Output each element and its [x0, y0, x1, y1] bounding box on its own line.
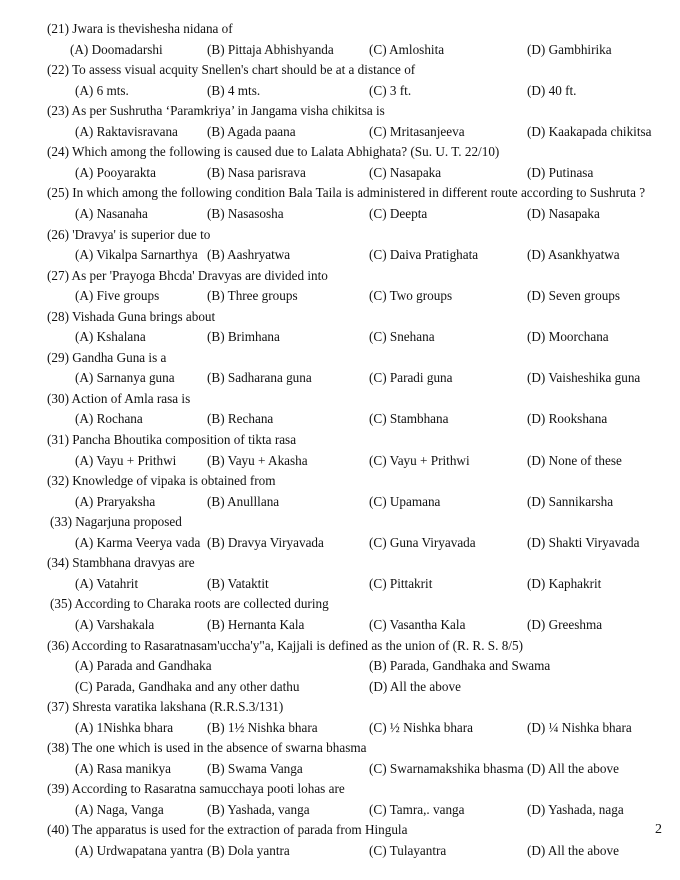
answer-option: (B) Nasa parisrava [207, 164, 306, 180]
answer-option: (C) Pittakrit [369, 575, 433, 591]
question-row [0, 60, 680, 80]
question-row [0, 512, 680, 532]
question-text: (22) To assess visual acquity Snellen's chart should be at a distance of [47, 62, 416, 78]
answer-option: (B) Pittaja Abhishyanda [207, 41, 334, 57]
question-text: (36) According to Rasaratnasam'uccha'y"a, Kajjali is defined as the union of (R. R. S. 8/5) [47, 637, 523, 653]
answer-option: (A) Karma Veerya vada [75, 534, 201, 550]
answer-option: (B) Brimhana [207, 329, 280, 345]
answer-option: (D) All the above [527, 843, 619, 858]
answer-option: (D) Kaakapada chikitsa [527, 123, 652, 139]
answer-option: (B) Aashryatwa [207, 247, 291, 263]
question-text: (31) Pancha Bhoutika composition of tikta rasa [47, 432, 297, 447]
options-row [0, 368, 680, 388]
answer-option: (D) ¼ Nishka bhara [527, 719, 632, 735]
answer-option: (D) Nasapaka [527, 205, 600, 221]
question-row [0, 19, 680, 39]
options-row [0, 204, 680, 224]
answer-option: (C) Vasantha Kala [369, 616, 466, 632]
options-row [0, 40, 680, 60]
answer-option: (D) None of these [527, 452, 622, 468]
answer-option: (B) Vataktit [207, 575, 269, 591]
answer-option: (B) Three groups [207, 288, 298, 304]
options-row [0, 615, 680, 635]
answer-option: (C) Vayu + Prithwi [369, 452, 470, 468]
question-row [0, 738, 680, 758]
answer-option: (A) Urdwapatana yantra [75, 843, 204, 858]
question-text: (35) According to Charaka roots are collected during [50, 596, 329, 612]
answer-option: (A) Kshalana [75, 329, 146, 345]
options-row [0, 327, 680, 347]
question-text: (28) Vishada Guna brings about [47, 308, 216, 324]
question-row [0, 142, 680, 162]
options-row [0, 409, 680, 429]
question-row [0, 348, 680, 368]
answer-option: (D) Sannikarsha [527, 493, 614, 509]
answer-option: (C) Mritasanjeeva [369, 123, 465, 139]
answer-option: (C) Tulayantra [369, 843, 447, 858]
answer-option: (B) Dravya Viryavada [207, 534, 324, 550]
answer-option: (C) 3 ft. [369, 82, 412, 98]
question-row [0, 553, 680, 573]
options-row [0, 533, 680, 553]
options-row [0, 492, 680, 512]
question-row [0, 820, 680, 840]
answer-option: (D) Vaisheshika guna [527, 370, 641, 386]
answer-option: (A) Rasa manikya [75, 760, 171, 776]
answer-option: (D) 40 ft. [527, 82, 577, 98]
question-text: (34) Stambhana dravyas are [47, 555, 195, 571]
question-row [0, 594, 680, 614]
answer-option: (C) Paradi guna [369, 370, 453, 386]
question-row [0, 307, 680, 327]
answer-option: (A) Rochana [75, 411, 143, 427]
answer-option: (B) 1½ Nishka bhara [207, 719, 318, 735]
options-row [0, 245, 680, 265]
answer-option: (A) 1Nishka bhara [75, 719, 174, 735]
question-row [0, 389, 680, 409]
answer-option: (B) Yashada, vanga [207, 801, 310, 817]
answer-option: (D) All the above [527, 760, 619, 776]
options-row [0, 800, 680, 820]
answer-option: (D) Seven groups [527, 288, 621, 304]
question-row [0, 101, 680, 121]
answer-option: (C) Upamana [369, 493, 441, 509]
question-text: (37) Shresta varatika lakshana (R.R.S.3/131) [47, 699, 284, 715]
answer-option: (D) Putinasa [527, 164, 594, 180]
question-row [0, 266, 680, 286]
answer-option: (D) Gambhirika [527, 41, 612, 57]
options-row [0, 81, 680, 101]
answer-option: (B) 4 mts. [207, 82, 261, 98]
question-text: (32) Knowledge of vipaka is obtained from [47, 473, 276, 489]
question-text: (26) 'Dravya' is superior due to [47, 226, 211, 242]
answer-option: (A) Naga, Vanga [75, 801, 164, 817]
answer-option: (C) Amloshita [369, 41, 445, 57]
question-text: (40) The apparatus is used for the extraction of parada from Hingula [47, 822, 408, 838]
answer-option: (A) Nasanaha [75, 205, 148, 221]
answer-option: (B) Parada, Gandhaka and Swama [369, 658, 551, 674]
answer-option: (C) Nasapaka [369, 164, 442, 180]
answer-option: (B) Sadharana guna [207, 370, 312, 386]
answer-option: (A) Vikalpa Sarnarthya [75, 247, 198, 263]
answer-option: (B) Dola yantra [207, 843, 290, 858]
options-row [0, 574, 680, 594]
answer-option: (C) Daiva Pratighata [369, 247, 479, 263]
answer-option: (D) Yashada, naga [527, 801, 624, 817]
answer-option: (A) Vatahrit [75, 575, 139, 591]
answer-option: (C) Swarnamakshika bhasma [369, 760, 524, 776]
answer-option: (A) Raktavisravana [75, 123, 178, 139]
question-text: (25) In which among the following condition Bala Taila is administered in different route according to Sushruta ? [47, 185, 646, 201]
question-text: (38) The one which is used in the absence of swarna bhasma [47, 740, 367, 756]
answer-option: (D) Kaphakrit [527, 575, 602, 591]
answer-option: (D) Moorchana [527, 329, 609, 345]
answer-option: (B) Swama Vanga [207, 760, 303, 776]
answer-option: (B) Rechana [207, 411, 274, 427]
answer-option: (B) Vayu + Akasha [207, 452, 308, 468]
options-row [0, 718, 680, 738]
options-row [0, 759, 680, 779]
answer-option: (D) Shakti Viryavada [527, 534, 640, 550]
answer-option: (C) Tamra,. vanga [369, 801, 465, 817]
answer-option: (C) ½ Nishka bhara [369, 719, 474, 735]
question-text: (24) Which among the following is caused due to Lalata Abhighata? (Su. U. T. 22/10) [47, 144, 500, 160]
answer-option: (A) 6 mts. [75, 82, 129, 98]
question-text: (23) As per Sushrutha ‘Paramkriya’ in Jangama visha chikitsa is [47, 103, 385, 119]
answer-option: (B) Anulllana [207, 493, 280, 509]
options-row [0, 286, 680, 306]
question-row [0, 779, 680, 799]
options-row [0, 451, 680, 471]
question-text: (33) Nagarjuna proposed [50, 514, 182, 530]
answer-option: (B) Nasasosha [207, 205, 284, 221]
answer-option: (C) Snehana [369, 329, 435, 345]
answer-option: (A) Five groups [75, 288, 160, 304]
answer-option: (D) Rookshana [527, 411, 608, 427]
question-text: (21) Jwara is thevishesha nidana of [47, 21, 233, 36]
question-row [0, 430, 680, 450]
answer-option: (C) Stambhana [369, 411, 449, 427]
question-row [0, 183, 680, 203]
question-text: (39) According to Rasaratna samucchaya pooti lohas are [47, 781, 345, 797]
answer-option: (A) Doomadarshi [70, 41, 163, 57]
options-row [0, 841, 680, 861]
page-number: 2 [655, 822, 662, 837]
question-row [0, 697, 680, 717]
answer-option: (C) Parada, Gandhaka and any other dathu [75, 678, 300, 694]
answer-option: (A) Varshakala [75, 616, 155, 632]
options-row [0, 163, 680, 183]
answer-option: (A) Sarnanya guna [75, 370, 175, 386]
answer-option: (D) Asankhyatwa [527, 247, 620, 263]
question-row [0, 636, 680, 656]
options-row [0, 656, 680, 676]
answer-option: (C) Deepta [369, 205, 428, 221]
question-row [0, 225, 680, 245]
answer-option: (A) Pooyarakta [75, 164, 156, 180]
question-text: (30) Action of Amla rasa is [47, 390, 191, 406]
answer-option: (D) All the above [369, 678, 461, 694]
question-text: (27) As per 'Prayoga Bhcda' Dravyas are divided into [47, 267, 328, 283]
answer-option: (C) Two groups [369, 288, 453, 304]
answer-option: (B) Agada paana [207, 123, 296, 139]
answer-option: (B) Hernanta Kala [207, 616, 305, 632]
answer-option: (C) Guna Viryavada [369, 534, 476, 550]
answer-option: (A) Vayu + Prithwi [75, 452, 177, 468]
options-row [0, 677, 680, 697]
answer-option: (A) Praryaksha [75, 493, 156, 509]
options-row [0, 122, 680, 142]
answer-option: (D) Greeshma [527, 616, 603, 632]
question-text: (29) Gandha Guna is a [47, 349, 167, 365]
question-row [0, 471, 680, 491]
answer-option: (A) Parada and Gandhaka [75, 658, 212, 674]
